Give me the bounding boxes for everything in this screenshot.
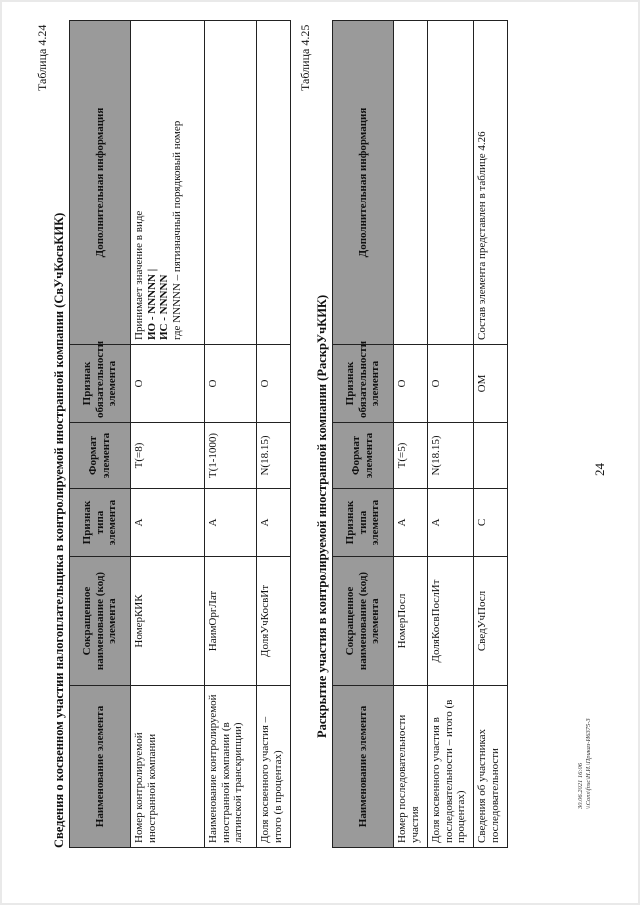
cell-format: T(1-1000) — [205, 423, 257, 489]
cell-code: ДоляУчКосвИт — [257, 557, 291, 686]
cell-code: СведУчПосл — [474, 557, 508, 686]
cell-type: А — [394, 489, 428, 557]
column-header: Дополнительная информация — [333, 21, 394, 345]
cell-required: О — [394, 345, 428, 423]
cell-required: ОМ — [474, 345, 508, 423]
table-title: Раскрытие участия в контролируемой иностранной компании (РаскрУчКИК) — [315, 294, 329, 738]
cell-code: НаимОргЛат — [205, 557, 257, 686]
column-header: Наименование элемента — [70, 686, 131, 848]
cell-code: НомерКИК — [131, 557, 205, 686]
elements-table — [69, 20, 291, 848]
cell-info — [428, 21, 474, 345]
cell-name: Номер контролируемой иностранной компании — [131, 686, 205, 848]
column-header: Признак обязательности элемента — [70, 345, 131, 423]
cell-name: Доля косвенного участия в последовательности – итого (в процентах) — [428, 686, 474, 848]
table-row — [394, 21, 428, 848]
cell-type: А — [205, 489, 257, 557]
cell-code: ДоляКосвПослИт — [428, 557, 474, 686]
footer-date: 30.06.2021 16:06 — [577, 762, 584, 809]
cell-required: О — [131, 345, 205, 423]
cell-format — [474, 423, 508, 489]
print-footer — [577, 718, 594, 809]
table-row — [131, 21, 205, 848]
cell-info: Состав элемента представлен в таблице 4.26 — [474, 21, 508, 345]
page-number: 24 — [592, 463, 607, 476]
footer-path: \\Cons\fnsc\Н.И.\Приказ-И6375-3 — [585, 718, 593, 809]
column-header: Признак типа элемента — [70, 489, 131, 557]
table-header-row — [333, 21, 394, 848]
table-label: Таблица 4.25 — [298, 24, 312, 91]
cell-type: С — [474, 489, 508, 557]
cell-format: T(=8) — [131, 423, 205, 489]
table-row — [257, 21, 291, 848]
column-header: Формат элемента — [70, 423, 131, 489]
cell-info — [394, 21, 428, 345]
cell-info — [257, 21, 291, 345]
column-header: Признак типа элемента — [333, 489, 394, 557]
cell-info — [131, 21, 205, 345]
rotated-content — [2, 2, 638, 903]
info-line: где NNNNN – пятизначный порядковый номер — [170, 120, 183, 340]
table-row — [428, 21, 474, 848]
column-header: Наименование элемента — [333, 686, 394, 848]
table-row — [205, 21, 257, 848]
cell-name: Номер последовательности участия — [394, 686, 428, 848]
cell-format: T(=5) — [394, 423, 428, 489]
cell-type: А — [257, 489, 291, 557]
cell-format: N(18.15) — [257, 423, 291, 489]
info-line: ИО - NNNNN | — [145, 268, 158, 340]
cell-type: А — [131, 489, 205, 557]
table-label: Таблица 4.24 — [35, 24, 49, 91]
cell-required: О — [257, 345, 291, 423]
cell-info — [205, 21, 257, 345]
column-header: Признак обязательности элемента — [333, 345, 394, 423]
cell-type: А — [428, 489, 474, 557]
info-line: Принимает значение в виде — [133, 210, 145, 340]
cell-format: N(18.15) — [428, 423, 474, 489]
table-title: Сведения о косвенном участии налогоплательщика в контролируемой иностранной компании (СвУчКосвКИК) — [52, 212, 66, 848]
column-header: Формат элемента — [333, 423, 394, 489]
column-header: Сокращенное наименование (код) элемента — [70, 557, 131, 686]
table-header-row — [70, 21, 131, 848]
cell-required: О — [205, 345, 257, 423]
column-header: Дополнительная информация — [70, 21, 131, 345]
cell-name: Наименование контролируемой иностранной компании (в латинской транскрипции) — [205, 686, 257, 848]
cell-code: НомерПосл — [394, 557, 428, 686]
cell-name: Сведения об участниках последовательности — [474, 686, 508, 848]
document-page — [2, 2, 638, 903]
column-header: Сокращенное наименование (код) элемента — [333, 557, 394, 686]
cell-required: О — [428, 345, 474, 423]
table-row — [474, 21, 508, 848]
cell-name: Доля косвенного участия – итого (в процентах) — [257, 686, 291, 848]
info-line: ИС - NNNNN — [158, 274, 171, 340]
elements-table — [332, 20, 508, 848]
